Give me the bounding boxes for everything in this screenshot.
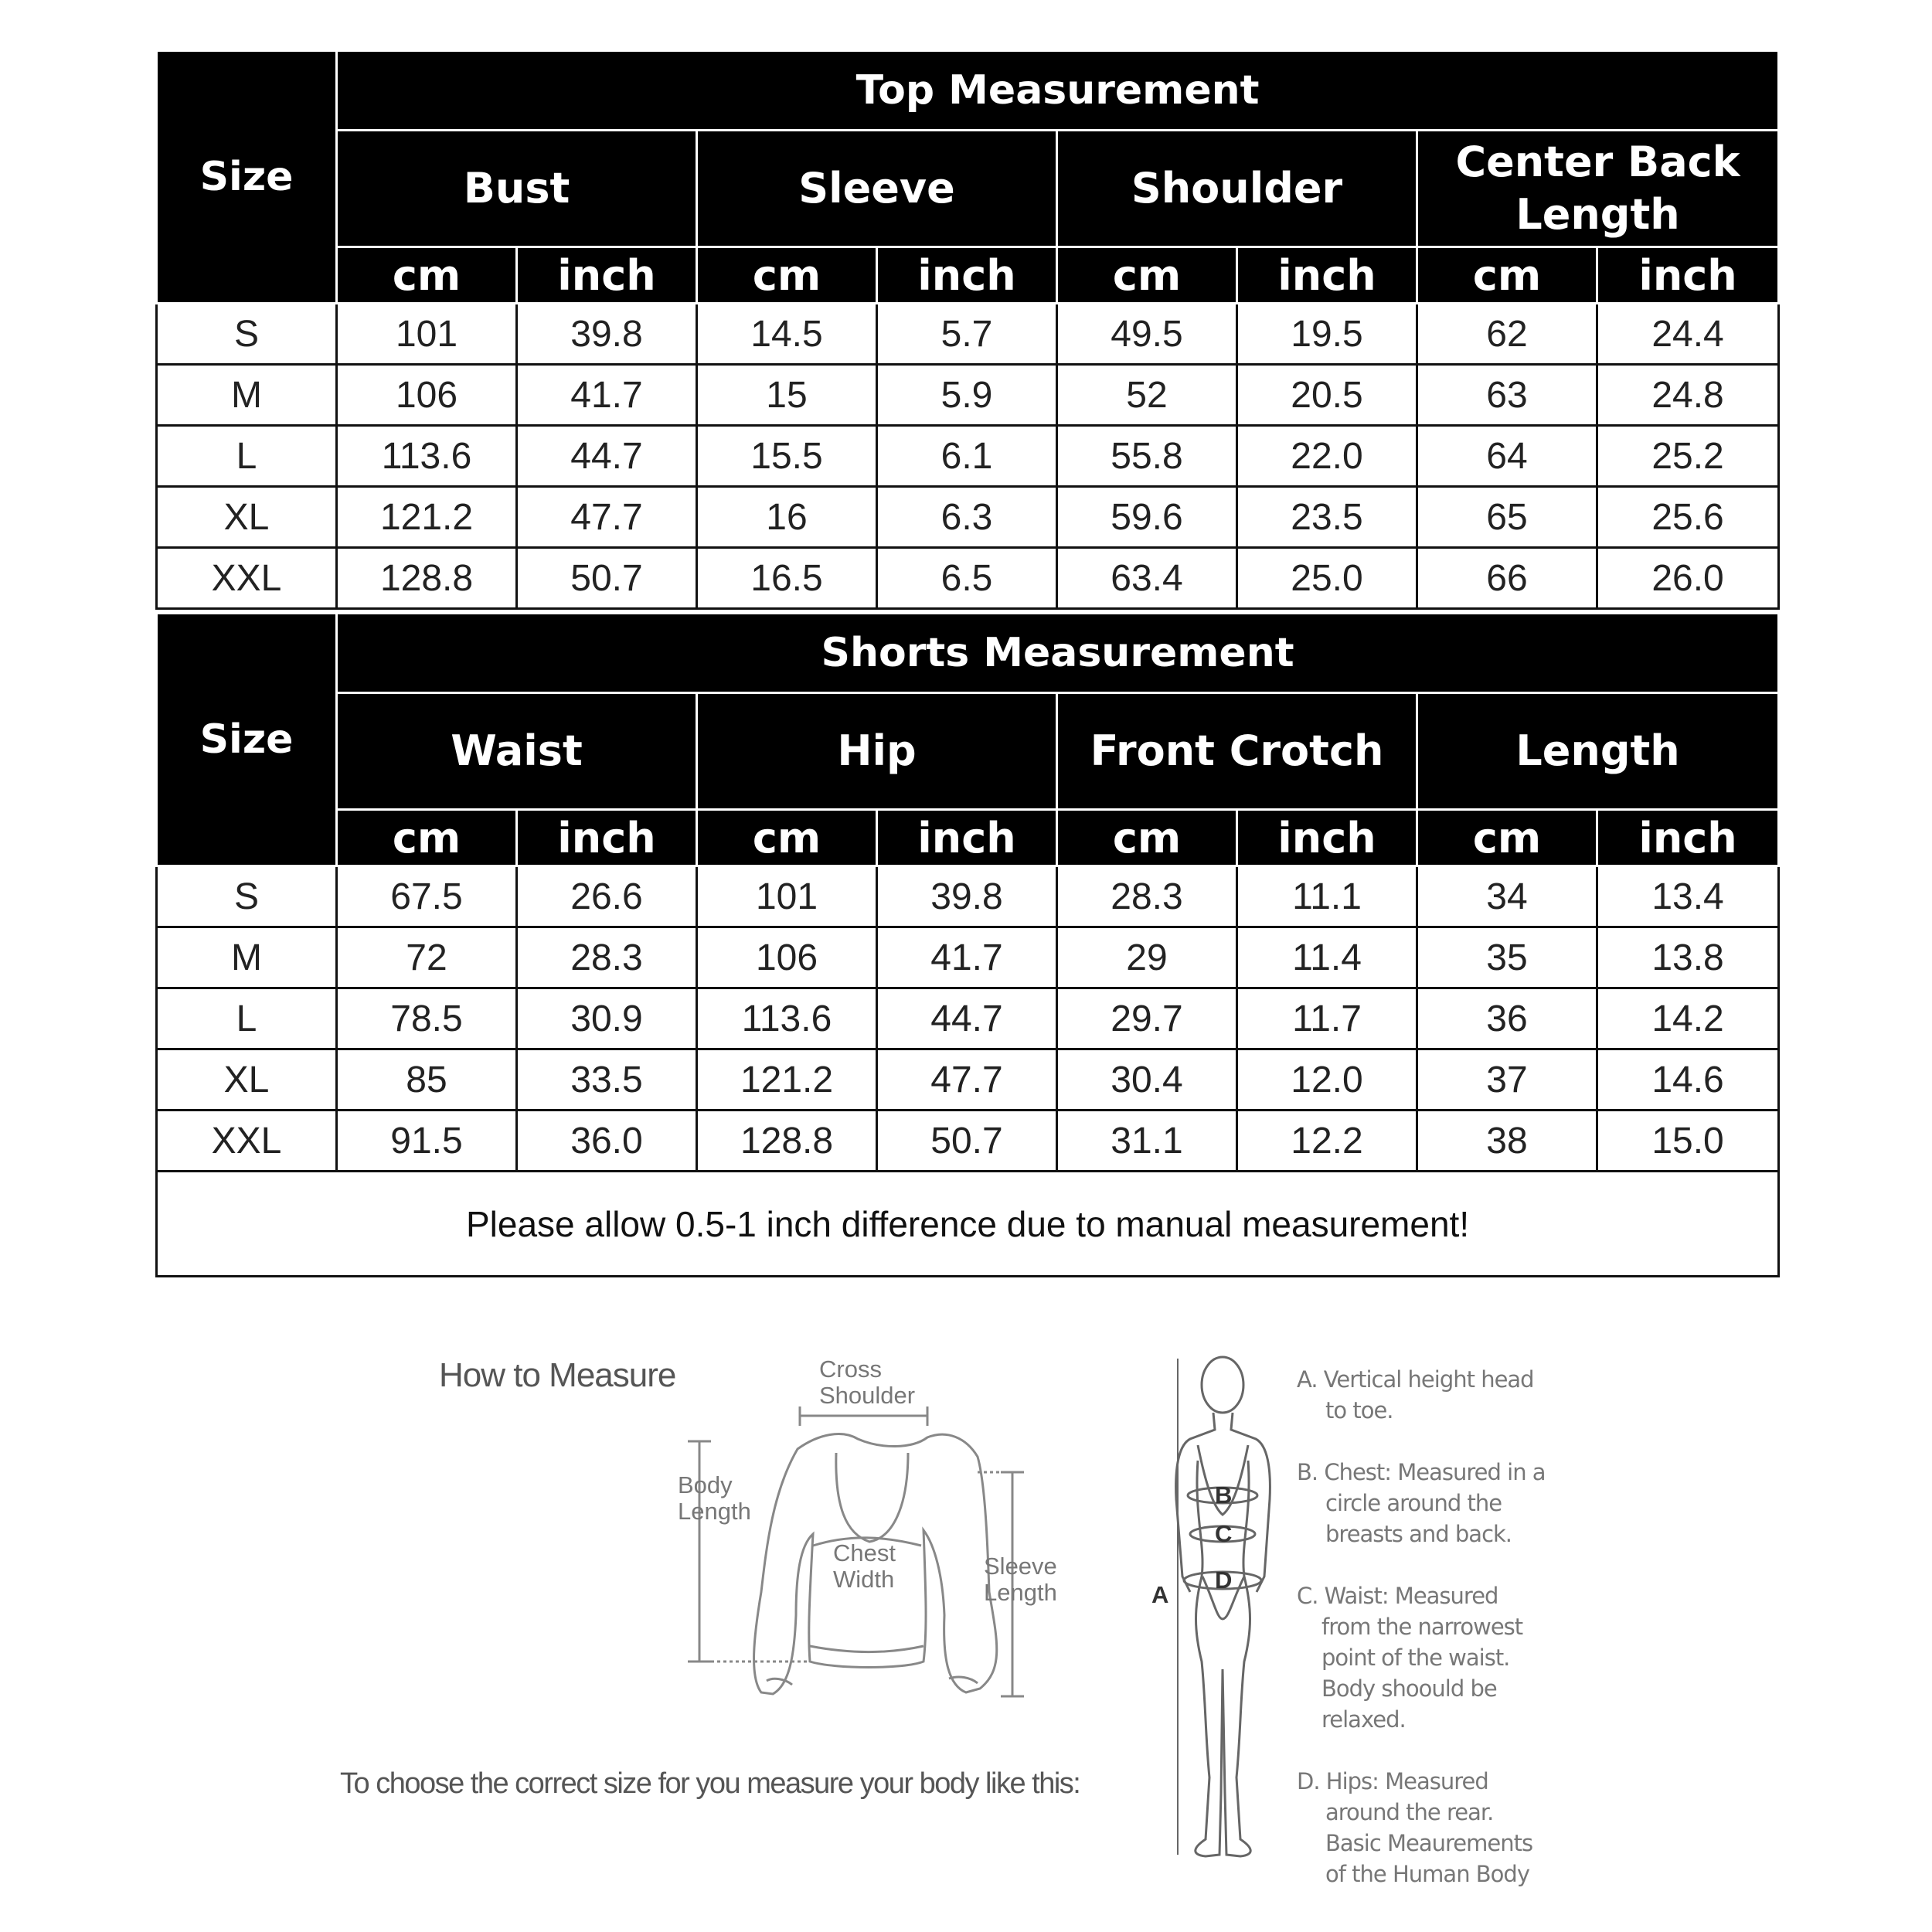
value-cell: 14.5: [697, 304, 877, 365]
value-cell: 67.5: [337, 866, 517, 927]
value-cell: 64: [1417, 426, 1597, 487]
value-cell: 31.1: [1057, 1111, 1237, 1172]
value-cell: 12.0: [1237, 1049, 1417, 1111]
value-cell: 106: [337, 365, 517, 426]
measure-instruction: To choose the correct size for you measure your body like this:: [340, 1767, 1080, 1800]
value-cell: 13.4: [1597, 866, 1779, 927]
size-cell: XL: [157, 487, 337, 548]
value-cell: 25.0: [1237, 548, 1417, 609]
value-cell: 52: [1057, 365, 1237, 426]
size-cell: L: [157, 426, 337, 487]
value-cell: 11.4: [1237, 927, 1417, 988]
unit-cm: cm: [1417, 247, 1597, 304]
value-cell: 26.0: [1597, 548, 1779, 609]
group-header-front-crotch: Front Crotch: [1057, 693, 1417, 810]
value-cell: 47.7: [877, 1049, 1057, 1111]
value-cell: 63: [1417, 365, 1597, 426]
shorts-title: Shorts Measurement: [337, 614, 1779, 693]
value-cell: 14.2: [1597, 988, 1779, 1049]
value-cell: 15: [697, 365, 877, 426]
group-header-length: Length: [1417, 693, 1779, 810]
value-cell: 113.6: [337, 426, 517, 487]
group-header-bust: Bust: [337, 131, 697, 247]
unit-inch: inch: [877, 810, 1057, 866]
value-cell: 50.7: [517, 548, 697, 609]
value-cell: 63.4: [1057, 548, 1237, 609]
value-cell: 28.3: [517, 927, 697, 988]
note-d: D. Hips: Measured around the rear. Basic Meaurements of the Human Body: [1297, 1768, 1533, 1887]
value-cell: 16: [697, 487, 877, 548]
value-cell: 44.7: [877, 988, 1057, 1049]
value-cell: 55.8: [1057, 426, 1237, 487]
size-cell: XXL: [157, 548, 337, 609]
size-header: Size: [157, 614, 337, 866]
value-cell: 24.8: [1597, 365, 1779, 426]
value-cell: 34: [1417, 866, 1597, 927]
value-cell: 5.9: [877, 365, 1057, 426]
unit-cm: cm: [1417, 810, 1597, 866]
value-cell: 41.7: [877, 927, 1057, 988]
value-cell: 128.8: [337, 548, 517, 609]
unit-inch: inch: [1597, 810, 1779, 866]
value-cell: 50.7: [877, 1111, 1057, 1172]
size-cell: S: [157, 866, 337, 927]
value-cell: 36.0: [517, 1111, 697, 1172]
value-cell: 25.2: [1597, 426, 1779, 487]
unit-inch: inch: [517, 810, 697, 866]
value-cell: 6.3: [877, 487, 1057, 548]
size-cell: XXL: [157, 1111, 337, 1172]
value-cell: 59.6: [1057, 487, 1237, 548]
size-header: Size: [157, 51, 337, 304]
size-cell: M: [157, 927, 337, 988]
unit-inch: inch: [1237, 810, 1417, 866]
value-cell: 113.6: [697, 988, 877, 1049]
letter-b: B: [1215, 1481, 1233, 1509]
value-cell: 65: [1417, 487, 1597, 548]
value-cell: 11.1: [1237, 866, 1417, 927]
value-cell: 38: [1417, 1111, 1597, 1172]
value-cell: 15.5: [697, 426, 877, 487]
group-header-waist: Waist: [337, 693, 697, 810]
value-cell: 72: [337, 927, 517, 988]
value-cell: 101: [697, 866, 877, 927]
cross-shoulder-label: Cross Shoulder: [819, 1355, 916, 1409]
value-cell: 22.0: [1237, 426, 1417, 487]
letter-d: D: [1215, 1566, 1233, 1594]
value-cell: 25.6: [1597, 487, 1779, 548]
value-cell: 62: [1417, 304, 1597, 365]
value-cell: 16.5: [697, 548, 877, 609]
value-cell: 30.4: [1057, 1049, 1237, 1111]
value-cell: 101: [337, 304, 517, 365]
how-to-measure-heading: How to Measure: [439, 1356, 676, 1394]
value-cell: 85: [337, 1049, 517, 1111]
value-cell: 11.7: [1237, 988, 1417, 1049]
size-cell: L: [157, 988, 337, 1049]
top-title: Top Measurement: [337, 51, 1779, 131]
group-header-sleeve: Sleeve: [697, 131, 1057, 247]
unit-cm: cm: [697, 247, 877, 304]
value-cell: 106: [697, 927, 877, 988]
value-cell: 39.8: [517, 304, 697, 365]
value-cell: 128.8: [697, 1111, 877, 1172]
unit-inch: inch: [1237, 247, 1417, 304]
value-cell: 28.3: [1057, 866, 1237, 927]
unit-inch: inch: [877, 247, 1057, 304]
size-cell: S: [157, 304, 337, 365]
value-cell: 44.7: [517, 426, 697, 487]
unit-cm: cm: [337, 247, 517, 304]
body-length-label: Body Length: [678, 1471, 751, 1525]
note-c: C. Waist: Measured from the narrowest point of the waist. Body shoould be relaxed.: [1297, 1583, 1523, 1733]
letter-a: A: [1151, 1581, 1169, 1608]
body-diagram: [1176, 1357, 1270, 1856]
group-header-hip: Hip: [697, 693, 1057, 810]
note-b: B. Chest: Measured in a circle around the breasts and back.: [1297, 1459, 1546, 1547]
value-cell: 26.6: [517, 866, 697, 927]
value-cell: 23.5: [1237, 487, 1417, 548]
value-cell: 47.7: [517, 487, 697, 548]
value-cell: 6.1: [877, 426, 1057, 487]
value-cell: 30.9: [517, 988, 697, 1049]
unit-inch: inch: [517, 247, 697, 304]
unit-cm: cm: [337, 810, 517, 866]
value-cell: 39.8: [877, 866, 1057, 927]
value-cell: 20.5: [1237, 365, 1417, 426]
measurement-note: Please allow 0.5-1 inch difference due to manual measurement!: [157, 1172, 1779, 1277]
value-cell: 19.5: [1237, 304, 1417, 365]
unit-cm: cm: [1057, 247, 1237, 304]
value-cell: 66: [1417, 548, 1597, 609]
value-cell: 78.5: [337, 988, 517, 1049]
value-cell: 36: [1417, 988, 1597, 1049]
unit-inch: inch: [1597, 247, 1779, 304]
chest-width-label: Chest Width: [833, 1539, 896, 1593]
note-a: A. Vertical height head to toe.: [1297, 1366, 1534, 1423]
value-cell: 33.5: [517, 1049, 697, 1111]
value-cell: 6.5: [877, 548, 1057, 609]
value-cell: 37: [1417, 1049, 1597, 1111]
value-cell: 13.8: [1597, 927, 1779, 988]
unit-cm: cm: [697, 810, 877, 866]
value-cell: 121.2: [697, 1049, 877, 1111]
value-cell: 12.2: [1237, 1111, 1417, 1172]
group-header-center-back-length: Center Back Length: [1417, 131, 1779, 247]
letter-c: C: [1215, 1520, 1233, 1547]
sleeve-length-label: Sleeve Length: [984, 1553, 1057, 1606]
value-cell: 15.0: [1597, 1111, 1779, 1172]
value-cell: 29.7: [1057, 988, 1237, 1049]
value-cell: 91.5: [337, 1111, 517, 1172]
value-cell: 5.7: [877, 304, 1057, 365]
value-cell: 14.6: [1597, 1049, 1779, 1111]
unit-cm: cm: [1057, 810, 1237, 866]
value-cell: 41.7: [517, 365, 697, 426]
value-cell: 121.2: [337, 487, 517, 548]
value-cell: 29: [1057, 927, 1237, 988]
size-cell: M: [157, 365, 337, 426]
value-cell: 49.5: [1057, 304, 1237, 365]
value-cell: 35: [1417, 927, 1597, 988]
value-cell: 24.4: [1597, 304, 1779, 365]
group-header-shoulder: Shoulder: [1057, 131, 1417, 247]
size-cell: XL: [157, 1049, 337, 1111]
